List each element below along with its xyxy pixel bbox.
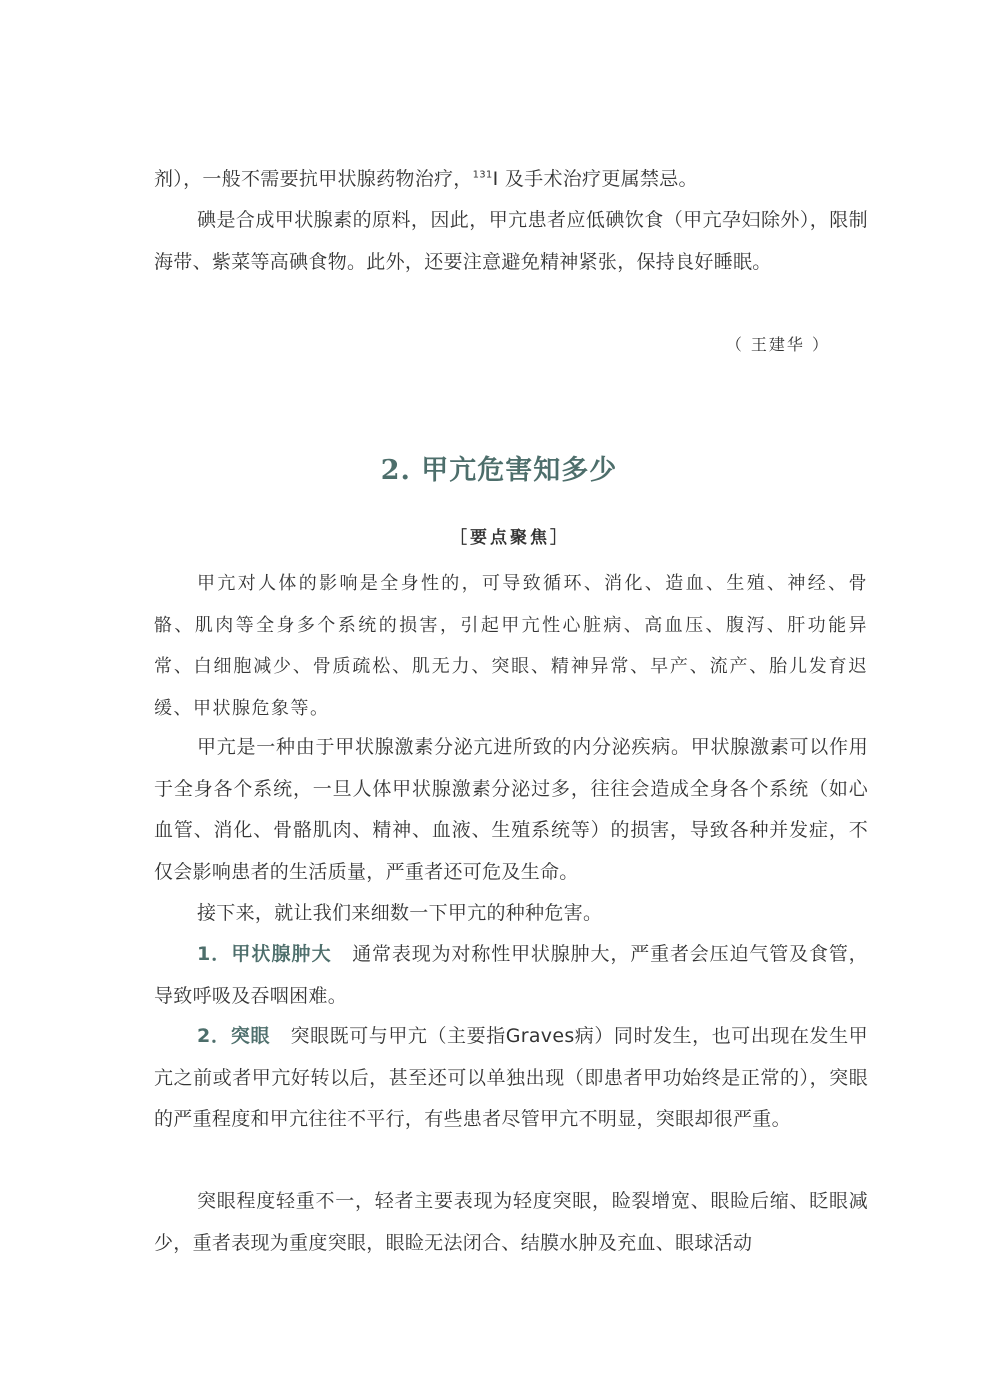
item-goiter-paragraph [154, 934, 868, 1017]
iodine-diet-paragraph: 碘是合成甲状腺素的原料，因此，甲亢患者应低碘饮食（甲亢孕妇除外），限制海带、紫菜等高碘食物。此外，还要注意避免精神紧张，保持良好睡眠。 [154, 209, 868, 273]
section-title: 2. 甲亢危害知多少 [380, 455, 618, 486]
isotope-superscript: 131 [472, 169, 493, 181]
continued-paragraph [154, 159, 868, 201]
item-exophthalmos-text: 突眼既可与甲亢（主要指Graves病）同时发生，也可出现在发生甲亢之前或者甲亢好转以后，甚至还可以单独出现（即患者甲功始终是正常的），突眼的严重程度和甲亢往往不平行，有些患者尽管甲亢不明显，突眼却很严重。 [154, 1025, 868, 1130]
continued-text-a: 剂），一般不需要抗甲状腺药物治疗， [154, 168, 473, 190]
harms-intro-paragraph: 接下来，就让我们来细数一下甲亢的种种危害。 [197, 902, 603, 924]
item-goiter-term: 1．甲状腺肿大 [197, 943, 332, 965]
continued-text-b: I 及手术治疗更属禁忌。 [492, 168, 698, 190]
hyperthyroid-intro-paragraph: 甲亢是一种由于甲状腺激素分泌亢进所致的内分泌疾病。甲状腺激素可以作用于全身各个系统，一旦人体甲状腺激素分泌过多，往往会造成全身各个系统（如心血管、消化、骨骼肌肉、精神、血液、生殖系统等）的损害，导致各种并发症，不仅会影响患者的生活质量，严重者还可危及生命。 [154, 736, 868, 883]
key-points-paragraph: 甲亢对人体的影响是全身性的，可导致循环、消化、造血、生殖、神经、骨骼、肌肉等全身多个系统的损害，引起甲亢性心脏病、高血压、腹泻、肝功能异常、白细胞减少、骨质疏松、肌无力、突眼、精神异常、早产、流产、胎儿发育迟缓、甲状腺危象等。 [154, 573, 868, 719]
item-exophthalmos-term: 2．突眼 [197, 1025, 271, 1047]
author-signature: （ 王建华 ） [725, 335, 830, 354]
key-points-heading: ［要点聚焦］ [450, 528, 570, 548]
item-goiter-text: 通常表现为对称性甲状腺肿大，严重者会压迫气管及食管，导致呼吸及吞咽困难。 [154, 943, 868, 1007]
item-exophthalmos-paragraph [154, 1016, 868, 1141]
exophthalmos-degree-paragraph: 突眼程度轻重不一，轻者主要表现为轻度突眼，睑裂增宽、眼睑后缩、眨眼减少，重者表现为重度突眼，眼睑无法闭合、结膜水肿及充血、眼球活动 [154, 1190, 868, 1254]
